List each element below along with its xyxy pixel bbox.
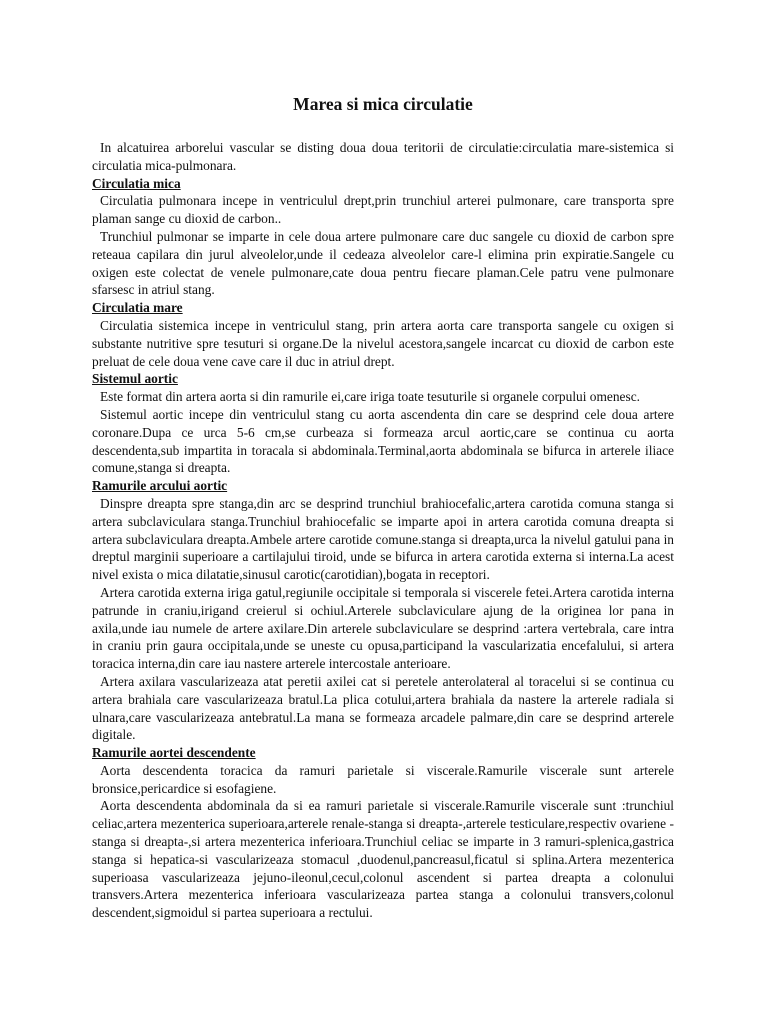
- paragraph: Circulatia pulmonara incepe in ventriculul drept,prin trunchiul arterei pulmonare, care transporta spre plaman sange cu dioxid de carbon..: [92, 193, 674, 227]
- paragraph: Circulatia sistemica incepe in ventriculul stang, prin artera aorta care transporta sangele cu oxigen si substante nutritive spre tesuturi si organe.De la nivelul acestora,sangele incarcat cu dioxid de carbon este preluat de cele doua vene cave care il duc in atriul drept.: [92, 317, 674, 369]
- paragraph: Artera carotida externa iriga gatul,regiunile occipitale si temporala si viscerele fetei.Artera carotida interna patrunde in craniu,irigand creierul si ochiul.Arterele subclaviculare ajung de la originea lor pana in axila,unde iau numele de artere axilare.Din arterele subclaviculare se desprind :artera vertebrala, care intra in craniu prin gaura occipitala,unde se uneste cu opusa,participand la vascularizatia encefalului, si artera toracica interna,din care iau nastere arterele intercostale anterioare.: [92, 584, 674, 672]
- paragraph: Sistemul aortic incepe din ventriculul stang cu aorta ascendenta din care se desprind cele doua artere coronare.Dupa ce urca 5-6 cm,se curbeaza si formeaza arcul aortic,care se continua cu aorta descendenta,sub impartita in toracala si abdominala.Terminal,aorta abdominala se bifurca in arterele iliace comune,stanga si dreapta.: [92, 406, 674, 476]
- document-body: [92, 139, 674, 922]
- section-heading: Circulatia mare: [92, 300, 183, 316]
- section-ramurile-aortei-descendente: [92, 744, 674, 922]
- paragraph: Artera axilara vascularizeaza atat peretii axilei cat si peretele anterolateral al toracelui si se continua cu artera brahiala care vascularizeaza bratul.La plica cotului,artera brahiala da nastere la arterele radiala si ulnara,care vascularizeaza antebratul.La mana se formeaza arcadele palmare,din care se desprind arterele digitale.: [92, 673, 674, 743]
- section-circulatia-mica: [92, 175, 674, 300]
- intro-paragraph: In alcatuirea arborelui vascular se disting doua doua teritorii de circulatie:circulatia mare-sistemica si circulatia mica-pulmonara.: [92, 140, 674, 173]
- paragraph: Aorta descendenta toracica da ramuri parietale si viscerale.Ramurile viscerale sunt arterele bronsice,pericardice si esofagiene.: [92, 762, 674, 796]
- section-circulatia-mare: [92, 299, 674, 370]
- section-heading: Ramurile aortei descendente: [92, 745, 256, 761]
- section-heading: Ramurile arcului aortic: [92, 478, 228, 494]
- section-sistemul-aortic: [92, 370, 674, 477]
- section-heading: Circulatia mica: [92, 175, 181, 191]
- section-heading: Sistemul aortic: [92, 371, 178, 387]
- paragraph: Este format din artera aorta si din ramurile ei,care iriga toate tesuturile si organele corpului omenesc.: [100, 389, 640, 405]
- section-ramurile-arcului-aortic: [92, 477, 674, 744]
- paragraph: Dinspre dreapta spre stanga,din arc se desprind trunchiul brahiocefalic,artera carotida comuna stanga si artera subclaviculara stanga.Trunchiul brahiocefalic se imparte apoi in artera carotida comuna dreapta si artera subclaviculara dreapta.Ambele artere carotide comune.stanga si dreapta,urca la nivelul gatului pana in dreptul marginii superioare a cartilajului tiroid, unde se bifurca in artera carotida externa si interna.La acest nivel exista o mica dilatatie,sinusul carotic(carotidian),bogata in receptori.: [92, 495, 674, 583]
- paragraph: Aorta descendenta abdominala da si ea ramuri parietale si viscerale.Ramurile viscerale sunt :trunchiul celiac,artera mezenterica superioara,arterele renale-stanga si dreapta-,arterele testiculare,respectiv ovariene -stanga si dreapta-,si artera mezenterica inferioara.Trunchiul celiac se imparte in 3 ramuri-splenica,gastrica stanga si hepatica-si vascularizeaza stomacul ,duodenul,pancreasul,ficatul si splina.Artera mezenterica superioasa vascularizeaza jejuno-ileonul,cecul,colonul ascendent si partea dreapta a colonului transvers.Artera mezenterica inferioara vascularizeaza partea stanga a colonului transvers,colonul descendent,sigmoidul si partea superioara a rectului.: [92, 798, 674, 921]
- document-title: Marea si mica circulatie: [293, 94, 473, 114]
- paragraph: Trunchiul pulmonar se imparte in cele doua artere pulmonare care duc sangele cu dioxid de carbon spre reteaua capilara din jurul alveolelor,unde il cedeaza alveolelor care-l elimina prin expiratie.Sangele cu oxigen este colectat de venele pulmonare,cate doua pentru fiecare plaman.Cele patru vene pulmonare sfarsesc in atriul stang.: [92, 228, 674, 298]
